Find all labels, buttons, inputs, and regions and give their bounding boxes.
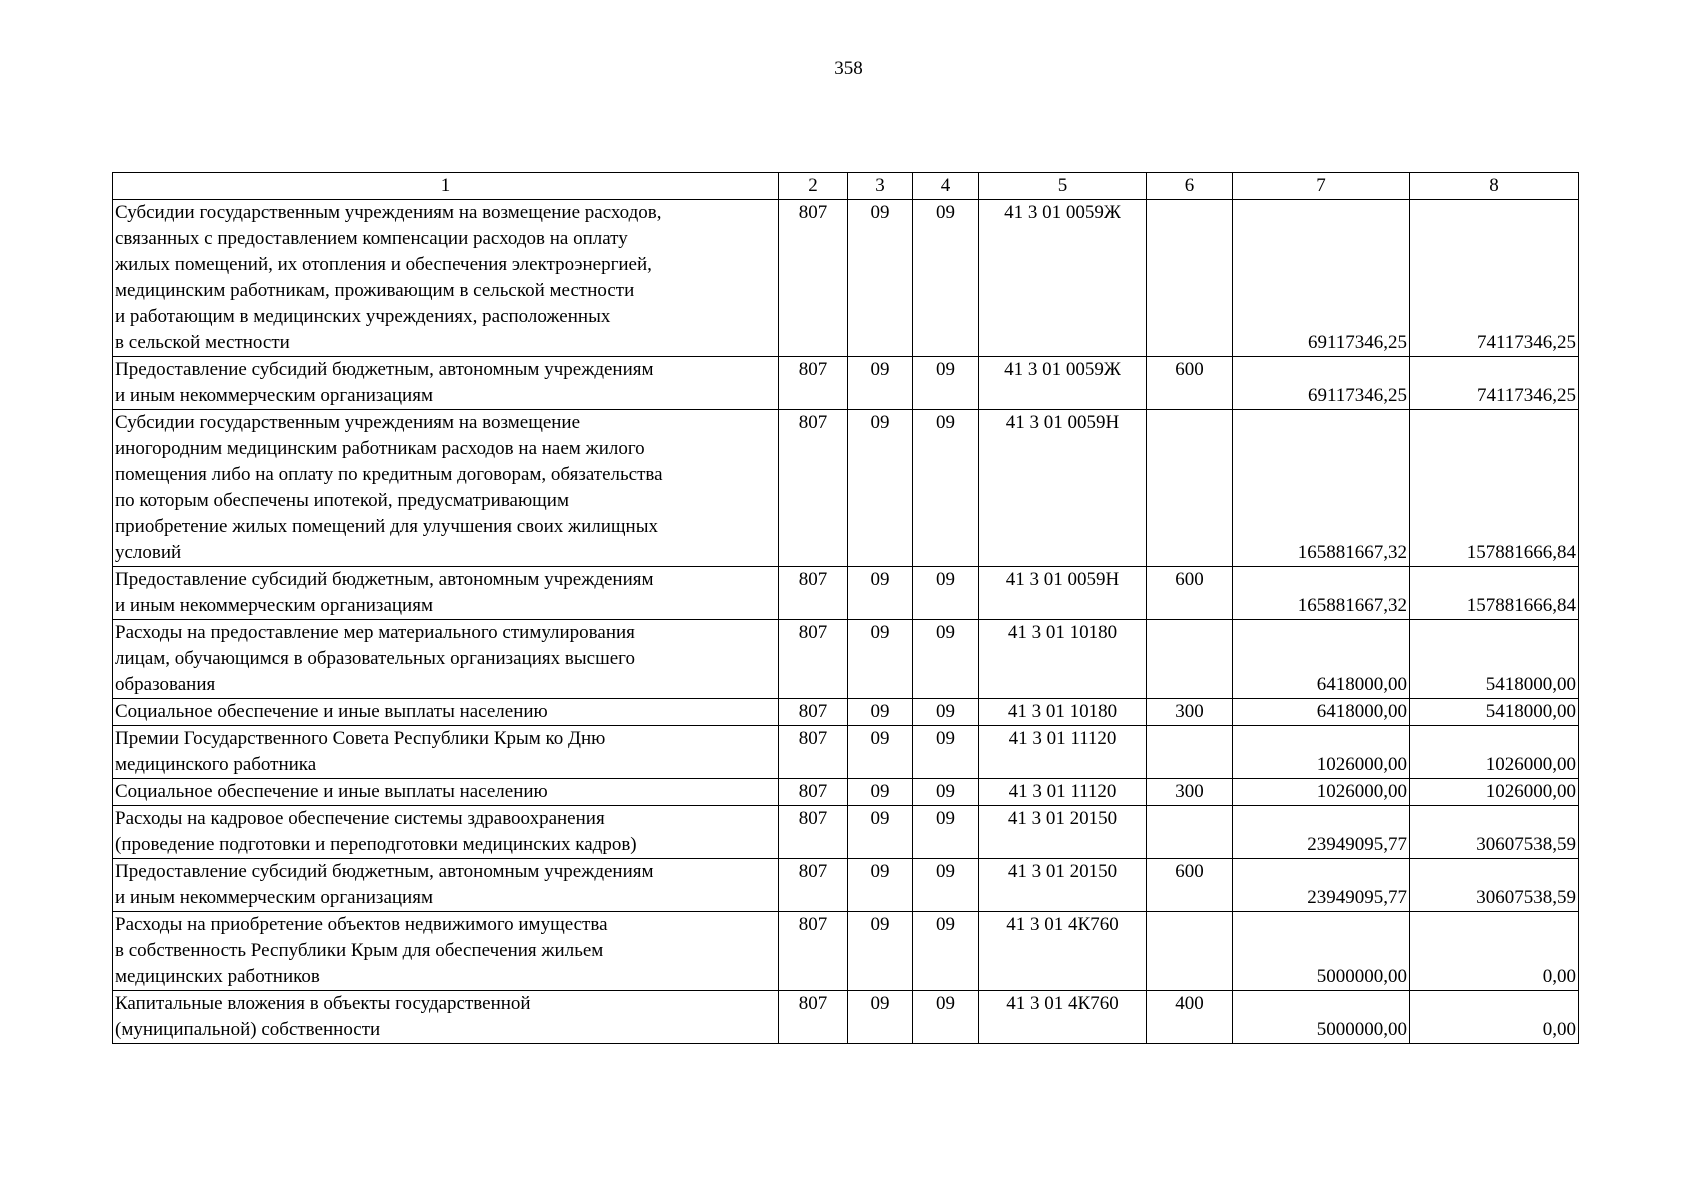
- row-amount-7: 69117346,25: [1233, 357, 1410, 410]
- row-amount-8: 1026000,00: [1410, 779, 1579, 806]
- row-amount-8: 30607538,59: [1410, 806, 1579, 859]
- row-subsection-code: 09: [913, 726, 979, 779]
- row-expense-type: [1147, 912, 1233, 991]
- row-target-code: 41 3 01 11120: [979, 726, 1147, 779]
- row-ministry-code: 807: [779, 410, 848, 567]
- row-target-code: 41 3 01 0059Ж: [979, 200, 1147, 357]
- row-target-code: 41 3 01 10180: [979, 699, 1147, 726]
- table-row: [113, 806, 1579, 859]
- row-subsection-code: 09: [913, 567, 979, 620]
- row-target-code: 41 3 01 20150: [979, 806, 1147, 859]
- row-description: Предоставление субсидий бюджетным, автономным учреждениям и иным некоммерческим организациям: [113, 859, 779, 912]
- row-description: Капитальные вложения в объекты государственной (муниципальной) собственности: [113, 991, 779, 1044]
- row-description: Предоставление субсидий бюджетным, автономным учреждениям и иным некоммерческим организациям: [113, 357, 779, 410]
- row-target-code: 41 3 01 0059Н: [979, 567, 1147, 620]
- table-row: [113, 620, 1579, 699]
- row-description: Социальное обеспечение и иные выплаты населению: [113, 779, 779, 806]
- header-cell-2: 2: [779, 173, 848, 200]
- row-amount-8: 0,00: [1410, 991, 1579, 1044]
- row-amount-7: 165881667,32: [1233, 567, 1410, 620]
- row-amount-8: 0,00: [1410, 912, 1579, 991]
- row-amount-7: 5000000,00: [1233, 991, 1410, 1044]
- row-ministry-code: 807: [779, 567, 848, 620]
- row-amount-8: 157881666,84: [1410, 410, 1579, 567]
- row-amount-7: 23949095,77: [1233, 859, 1410, 912]
- row-amount-7: 6418000,00: [1233, 699, 1410, 726]
- row-expense-type: 600: [1147, 567, 1233, 620]
- row-section-code: 09: [848, 200, 913, 357]
- row-section-code: 09: [848, 620, 913, 699]
- row-target-code: 41 3 01 0059Ж: [979, 357, 1147, 410]
- row-amount-7: 5000000,00: [1233, 912, 1410, 991]
- row-expense-type: [1147, 620, 1233, 699]
- row-subsection-code: 09: [913, 200, 979, 357]
- row-amount-8: 74117346,25: [1410, 357, 1579, 410]
- row-amount-7: 6418000,00: [1233, 620, 1410, 699]
- row-expense-type: [1147, 726, 1233, 779]
- row-amount-8: 5418000,00: [1410, 620, 1579, 699]
- row-subsection-code: 09: [913, 357, 979, 410]
- row-target-code: 41 3 01 4К760: [979, 991, 1147, 1044]
- row-expense-type: [1147, 806, 1233, 859]
- page-number: 358: [834, 58, 863, 79]
- row-ministry-code: 807: [779, 357, 848, 410]
- row-description: Расходы на приобретение объектов недвижимого имущества в собственность Республики Крым для обеспечения жильем медицинских работников: [113, 912, 779, 991]
- row-section-code: 09: [848, 726, 913, 779]
- table-row: [113, 410, 1579, 567]
- row-description: Субсидии государственным учреждениям на возмещение расходов, связанных с предоставлением компенсации расходов на оплату жилых помещений, их отопления и обеспечения электроэнергией, медицинским работникам, проживающим в сельской местности и работающим в медицинских учреждениях, расположенных в сельской местности: [113, 200, 779, 357]
- row-target-code: 41 3 01 10180: [979, 620, 1147, 699]
- row-ministry-code: 807: [779, 620, 848, 699]
- row-amount-8: 30607538,59: [1410, 859, 1579, 912]
- row-section-code: 09: [848, 699, 913, 726]
- row-ministry-code: 807: [779, 806, 848, 859]
- row-subsection-code: 09: [913, 806, 979, 859]
- header-cell-5: 5: [979, 173, 1147, 200]
- row-amount-7: 1026000,00: [1233, 779, 1410, 806]
- row-amount-7: 69117346,25: [1233, 200, 1410, 357]
- row-description: Расходы на кадровое обеспечение системы здравоохранения (проведение подготовки и переподготовки медицинских кадров): [113, 806, 779, 859]
- row-subsection-code: 09: [913, 779, 979, 806]
- row-target-code: 41 3 01 11120: [979, 779, 1147, 806]
- row-ministry-code: 807: [779, 699, 848, 726]
- row-description: Предоставление субсидий бюджетным, автономным учреждениям и иным некоммерческим организациям: [113, 567, 779, 620]
- row-subsection-code: 09: [913, 620, 979, 699]
- header-cell-8: 8: [1410, 173, 1579, 200]
- row-expense-type: 400: [1147, 991, 1233, 1044]
- row-section-code: 09: [848, 859, 913, 912]
- row-expense-type: 300: [1147, 699, 1233, 726]
- table-row: [113, 567, 1579, 620]
- row-amount-8: 5418000,00: [1410, 699, 1579, 726]
- table-row: [113, 357, 1579, 410]
- row-amount-8: 157881666,84: [1410, 567, 1579, 620]
- row-section-code: 09: [848, 410, 913, 567]
- row-ministry-code: 807: [779, 859, 848, 912]
- row-expense-type: [1147, 410, 1233, 567]
- row-target-code: 41 3 01 4К760: [979, 912, 1147, 991]
- row-expense-type: 600: [1147, 357, 1233, 410]
- header-cell-7: 7: [1233, 173, 1410, 200]
- row-target-code: 41 3 01 20150: [979, 859, 1147, 912]
- row-ministry-code: 807: [779, 912, 848, 991]
- table-row: [113, 699, 1579, 726]
- row-ministry-code: 807: [779, 726, 848, 779]
- row-ministry-code: 807: [779, 779, 848, 806]
- table-row: [113, 779, 1579, 806]
- row-description: Социальное обеспечение и иные выплаты населению: [113, 699, 779, 726]
- row-subsection-code: 09: [913, 859, 979, 912]
- header-cell-1: 1: [113, 173, 779, 200]
- table-row: [113, 859, 1579, 912]
- table-row: [113, 726, 1579, 779]
- row-section-code: 09: [848, 779, 913, 806]
- row-ministry-code: 807: [779, 991, 848, 1044]
- row-expense-type: [1147, 200, 1233, 357]
- header-cell-6: 6: [1147, 173, 1233, 200]
- row-amount-7: 1026000,00: [1233, 726, 1410, 779]
- budget-table: [112, 172, 1579, 1044]
- row-subsection-code: 09: [913, 912, 979, 991]
- row-target-code: 41 3 01 0059Н: [979, 410, 1147, 567]
- table-row: [113, 991, 1579, 1044]
- row-description: Премии Государственного Совета Республики Крым ко Дню медицинского работника: [113, 726, 779, 779]
- row-expense-type: 600: [1147, 859, 1233, 912]
- row-subsection-code: 09: [913, 699, 979, 726]
- header-row: [113, 173, 1579, 200]
- row-section-code: 09: [848, 357, 913, 410]
- row-section-code: 09: [848, 912, 913, 991]
- row-description: Субсидии государственным учреждениям на возмещение иногородним медицинским работникам расходов на наем жилого помещения либо на оплату по кредитным договорам, обязательства по которым обеспечены ипотекой, предусматривающим приобретение жилых помещений для улучшения своих жилищных условий: [113, 410, 779, 567]
- row-amount-7: 23949095,77: [1233, 806, 1410, 859]
- row-subsection-code: 09: [913, 410, 979, 567]
- row-section-code: 09: [848, 806, 913, 859]
- row-amount-8: 74117346,25: [1410, 200, 1579, 357]
- table-row: [113, 200, 1579, 357]
- table-row: [113, 912, 1579, 991]
- row-ministry-code: 807: [779, 200, 848, 357]
- row-description: Расходы на предоставление мер материального стимулирования лицам, обучающимся в образовательных организациях высшего образования: [113, 620, 779, 699]
- row-section-code: 09: [848, 991, 913, 1044]
- row-amount-8: 1026000,00: [1410, 726, 1579, 779]
- row-subsection-code: 09: [913, 991, 979, 1044]
- row-expense-type: 300: [1147, 779, 1233, 806]
- header-cell-4: 4: [913, 173, 979, 200]
- row-amount-7: 165881667,32: [1233, 410, 1410, 567]
- row-section-code: 09: [848, 567, 913, 620]
- header-cell-3: 3: [848, 173, 913, 200]
